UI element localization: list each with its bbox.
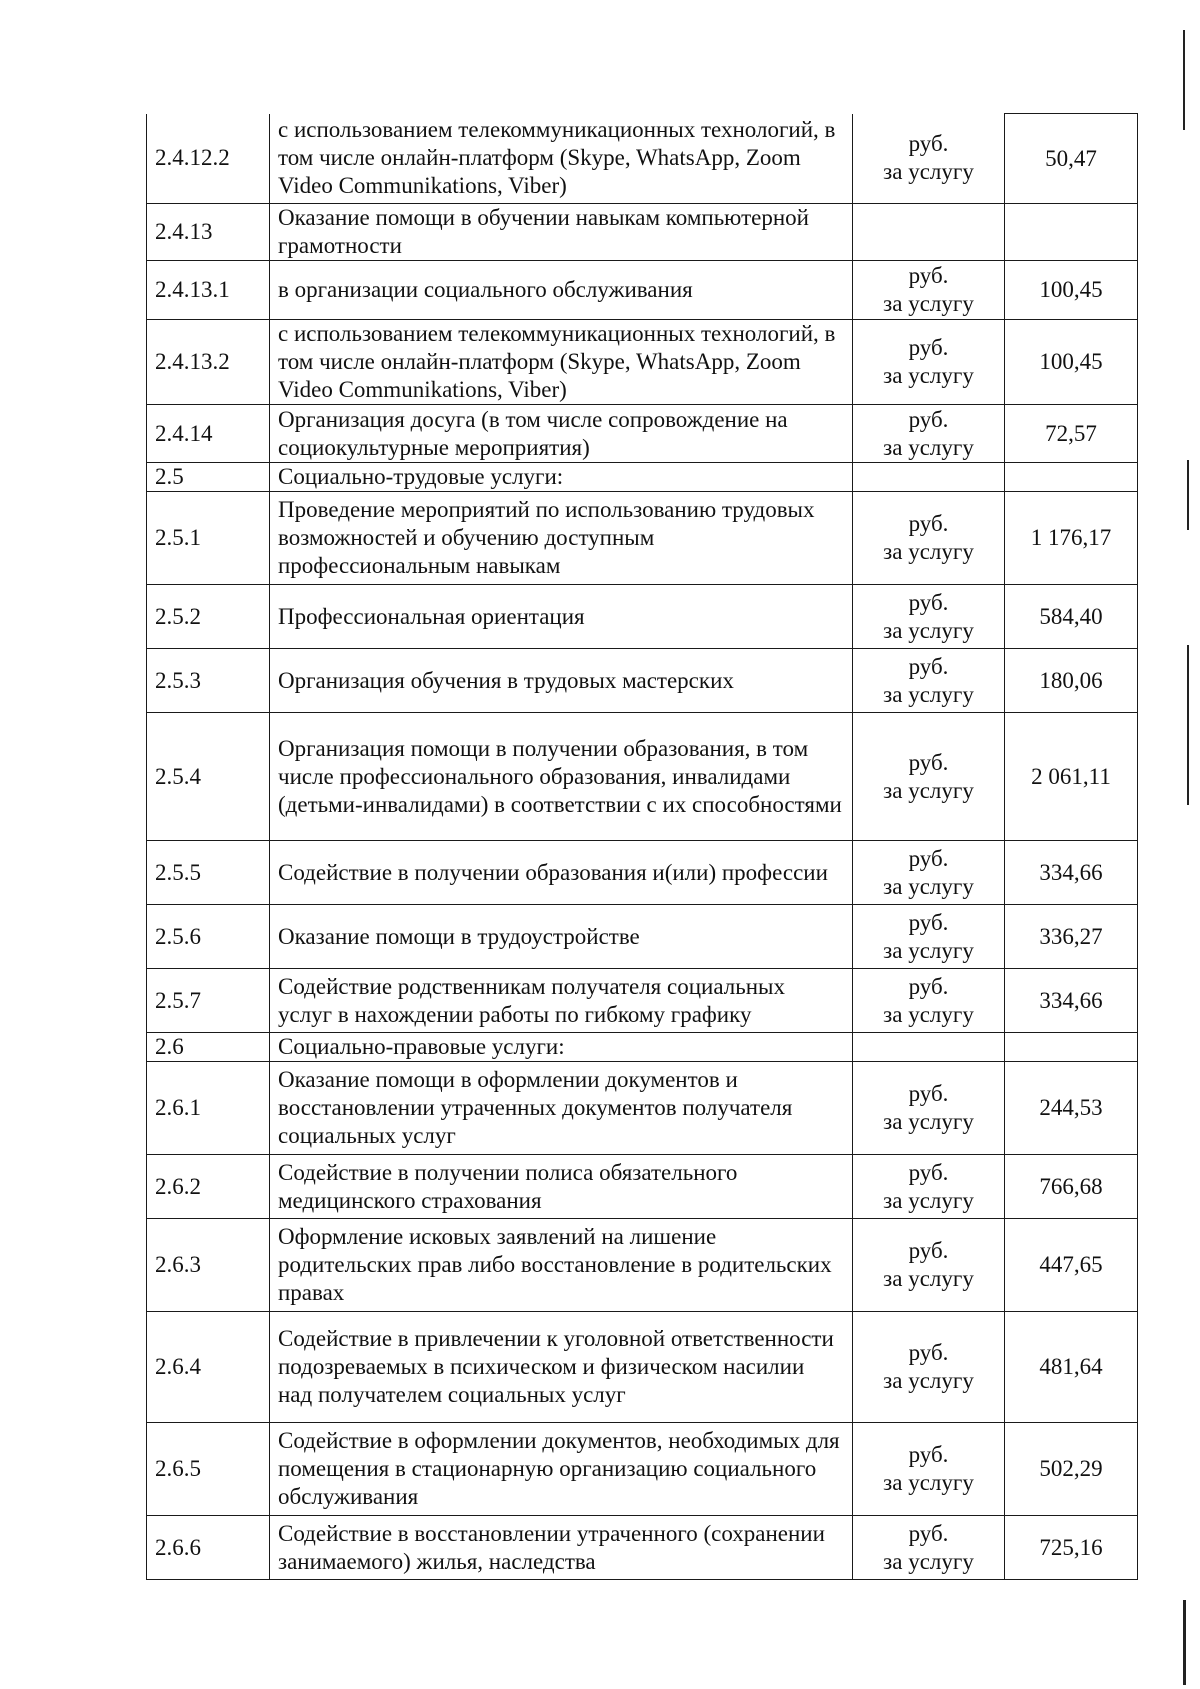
unit-cell [853, 463, 1005, 492]
service-name: Оформление исковых заявлений на лишение родительских прав либо восстановление в родительских правах [270, 1219, 853, 1312]
table-row [147, 114, 1138, 204]
table-row [147, 1423, 1138, 1516]
table-row [147, 1062, 1138, 1155]
service-price: 481,64 [1005, 1312, 1138, 1423]
service-name: Организация обучения в трудовых мастерских [270, 649, 853, 713]
table-row [147, 713, 1138, 841]
service-name: Содействие в восстановлении утраченного (сохранении занимаемого) жилья, наследства [270, 1516, 853, 1580]
service-price: 100,45 [1005, 320, 1138, 405]
unit-cell [853, 204, 1005, 261]
tariff-table [146, 113, 1138, 1580]
unit-currency: руб. [908, 335, 949, 360]
service-code: 2.4.13.1 [147, 261, 270, 320]
unit-cell [853, 320, 1005, 405]
unit-cell [853, 1155, 1005, 1219]
service-name: Содействие в привлечении к уголовной ответственности подозреваемых в психическом и физическом насилии над получателем социальных услуг [270, 1312, 853, 1423]
unit-cell [853, 1516, 1005, 1580]
service-code: 2.6.4 [147, 1312, 270, 1423]
service-code: 2.5.7 [147, 969, 270, 1033]
unit-cell [853, 1033, 1005, 1062]
unit-cell [853, 492, 1005, 585]
unit-cell [853, 649, 1005, 713]
service-price: 502,29 [1005, 1423, 1138, 1516]
service-code: 2.6.1 [147, 1062, 270, 1155]
unit-currency: руб. [908, 749, 949, 775]
table-row [147, 204, 1138, 261]
service-code: 2.5 [147, 463, 270, 492]
unit-per-service: за услугу [883, 1001, 974, 1027]
table-row [147, 261, 1138, 320]
service-name: Оказание помощи в трудоустройстве [270, 905, 853, 969]
service-name: Проведение мероприятий по использованию трудовых возможностей и обучению доступным профессиональным навыкам [270, 492, 853, 585]
unit-cell [853, 405, 1005, 463]
service-code: 2.5.1 [147, 492, 270, 585]
table-row [147, 585, 1138, 649]
unit-per-service: за услугу [883, 363, 974, 388]
unit-currency: руб. [908, 909, 949, 935]
unit-currency: руб. [908, 131, 949, 157]
service-price: 244,53 [1005, 1062, 1138, 1155]
table-row [147, 1219, 1138, 1312]
unit-currency: руб. [908, 653, 949, 679]
service-price: 180,06 [1005, 649, 1138, 713]
unit-per-service: за услугу [883, 291, 974, 316]
service-price: 336,27 [1005, 905, 1138, 969]
service-name: Оказание помощи в оформлении документов и восстановлении утраченных документов получателя социальных услуг [270, 1062, 853, 1155]
table-row [147, 1516, 1138, 1580]
table-row [147, 1312, 1138, 1423]
service-price [1005, 204, 1138, 261]
service-price: 72,57 [1005, 405, 1138, 463]
tariff-table-body [147, 114, 1138, 1580]
service-price: 725,16 [1005, 1516, 1138, 1580]
unit-cell [853, 1312, 1005, 1423]
table-row [147, 905, 1138, 969]
unit-currency: руб. [908, 1081, 949, 1106]
unit-cell [853, 1062, 1005, 1155]
unit-per-service: за услугу [883, 539, 974, 564]
unit-cell [853, 713, 1005, 841]
unit-currency: руб. [908, 1340, 949, 1365]
unit-per-service: за услугу [883, 777, 974, 803]
unit-cell [853, 969, 1005, 1033]
service-price: 334,66 [1005, 841, 1138, 905]
unit-cell [853, 585, 1005, 649]
unit-per-service: за услугу [883, 1187, 974, 1213]
service-code: 2.6 [147, 1033, 270, 1062]
service-name: Содействие в оформлении документов, необходимых для помещения в стационарную организацию социального обслуживания [270, 1423, 853, 1516]
unit-cell [853, 1219, 1005, 1312]
service-code: 2.5.6 [147, 905, 270, 969]
service-code: 2.6.3 [147, 1219, 270, 1312]
service-code: 2.4.14 [147, 405, 270, 463]
service-name: Содействие в получении полиса обязательного медицинского страхования [270, 1155, 853, 1219]
unit-per-service: за услугу [883, 617, 974, 643]
unit-cell [853, 905, 1005, 969]
service-code: 2.5.2 [147, 585, 270, 649]
table-row [147, 649, 1138, 713]
unit-per-service: за услугу [883, 1266, 974, 1291]
service-name: Содействие родственникам получателя социальных услуг в нахождении работы по гибкому графику [270, 969, 853, 1033]
table-row [147, 1033, 1138, 1062]
scan-edge-mark [1187, 645, 1189, 805]
service-name: Профессиональная ориентация [270, 585, 853, 649]
unit-cell [853, 261, 1005, 320]
service-code: 2.6.5 [147, 1423, 270, 1516]
service-code: 2.4.12.2 [147, 114, 270, 204]
service-price: 50,47 [1005, 114, 1138, 204]
service-name: Социально-правовые услуги: [270, 1033, 853, 1062]
unit-currency: руб. [908, 1159, 949, 1185]
table-row [147, 969, 1138, 1033]
service-code: 2.5.3 [147, 649, 270, 713]
service-price: 100,45 [1005, 261, 1138, 320]
service-price [1005, 463, 1138, 492]
unit-cell [853, 1423, 1005, 1516]
service-name: Организация досуга (в том числе сопровождение на социокультурные мероприятия) [270, 405, 853, 463]
table-row [147, 1155, 1138, 1219]
table-row [147, 405, 1138, 463]
unit-per-service: за услугу [883, 681, 974, 707]
unit-per-service: за услугу [883, 434, 974, 460]
service-code: 2.4.13 [147, 204, 270, 261]
service-price: 766,68 [1005, 1155, 1138, 1219]
table-row [147, 463, 1138, 492]
service-price [1005, 1033, 1138, 1062]
unit-currency: руб. [908, 406, 949, 432]
service-code: 2.5.5 [147, 841, 270, 905]
unit-currency: руб. [908, 263, 949, 288]
unit-currency: руб. [908, 845, 949, 871]
unit-per-service: за услугу [883, 1368, 974, 1393]
unit-currency: руб. [908, 511, 949, 536]
service-name: с использованием телекоммуникационных технологий, в том числе онлайн-платформ (Skype, WhatsApp, Zoom Video Communikations, Viber) [270, 114, 853, 204]
scan-edge-mark [1187, 460, 1189, 530]
scan-edge-mark [1183, 1600, 1186, 1685]
service-price: 334,66 [1005, 969, 1138, 1033]
service-price: 447,65 [1005, 1219, 1138, 1312]
service-name: Оказание помощи в обучении навыкам компьютерной грамотности [270, 204, 853, 261]
unit-cell [853, 114, 1005, 204]
unit-per-service: за услугу [883, 1548, 974, 1574]
service-name: Организация помощи в получении образования, в том числе профессионального образования, инвалидами (детьми-инвалидами) в соответствии с их способностями [270, 713, 853, 841]
unit-currency: руб. [908, 973, 949, 999]
service-price: 2 061,11 [1005, 713, 1138, 841]
service-code: 2.6.2 [147, 1155, 270, 1219]
table-row [147, 841, 1138, 905]
unit-per-service: за услугу [883, 937, 974, 963]
unit-per-service: за услугу [883, 1470, 974, 1495]
unit-currency: руб. [908, 589, 949, 615]
table-row [147, 492, 1138, 585]
service-code: 2.5.4 [147, 713, 270, 841]
service-name: с использованием телекоммуникационных технологий, в том числе онлайн-платформ (Skype, WhatsApp, Zoom Video Communikations, Viber) [270, 320, 853, 405]
unit-currency: руб. [908, 1442, 949, 1467]
unit-per-service: за услугу [883, 159, 974, 185]
service-name: Социально-трудовые услуги: [270, 463, 853, 492]
service-price: 584,40 [1005, 585, 1138, 649]
unit-cell [853, 841, 1005, 905]
service-name: в организации социального обслуживания [270, 261, 853, 320]
service-name: Содействие в получении образования и(или) профессии [270, 841, 853, 905]
table-row [147, 320, 1138, 405]
service-code: 2.6.6 [147, 1516, 270, 1580]
service-price: 1 176,17 [1005, 492, 1138, 585]
unit-per-service: за услугу [883, 1109, 974, 1134]
unit-per-service: за услугу [883, 873, 974, 899]
unit-currency: руб. [908, 1520, 949, 1546]
unit-currency: руб. [908, 1238, 949, 1263]
scan-edge-mark [1183, 30, 1185, 130]
service-code: 2.4.13.2 [147, 320, 270, 405]
